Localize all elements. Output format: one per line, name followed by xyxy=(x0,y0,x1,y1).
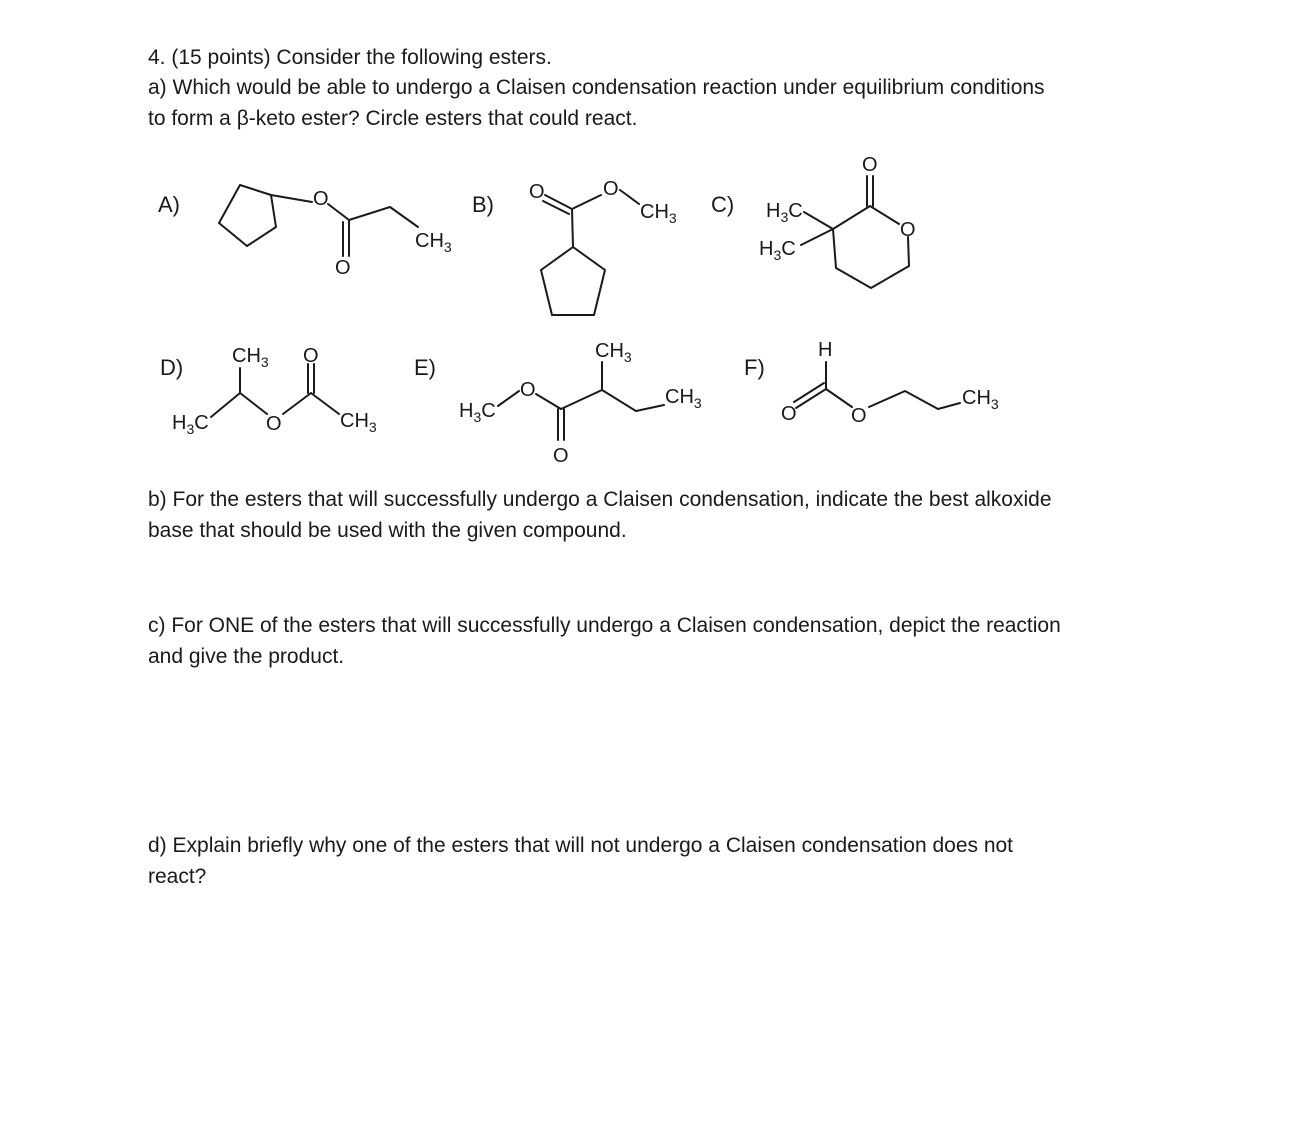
atom-oxygen: O xyxy=(603,178,619,200)
atom-hydrogen: H xyxy=(818,339,833,361)
structure-a[interactable] xyxy=(158,185,452,279)
group-ch3: $CH_3$ xyxy=(595,340,632,365)
atom-oxygen: O xyxy=(520,379,536,401)
label-b: B) xyxy=(472,192,494,217)
label-d: D) xyxy=(160,355,184,380)
structure-e[interactable] xyxy=(414,340,702,467)
part-d-line-1: d) Explain briefly why one of the esters that will not undergo a Claisen condensation does not xyxy=(148,834,1014,857)
part-a-line-1: a) Which would be able to undergo a Claisen condensation reaction under equilibrium conditions xyxy=(148,76,1045,99)
atom-oxygen: O xyxy=(266,413,282,435)
part-d-line-2: react? xyxy=(148,865,207,888)
group-h3c: $H_3C$ xyxy=(759,238,796,263)
label-e: E) xyxy=(414,355,436,380)
group-ch3: $CH_3$ xyxy=(415,230,452,255)
group-ch3: $CH_3$ xyxy=(665,386,702,411)
group-h3c: $H_3C$ xyxy=(172,412,209,437)
label-c: C) xyxy=(711,192,735,217)
group-ch3: $CH_3$ xyxy=(640,201,677,226)
label-f: F) xyxy=(744,355,765,380)
label-a: A) xyxy=(158,192,180,217)
atom-oxygen: O xyxy=(781,403,797,425)
part-c-line-2: and give the product. xyxy=(148,645,345,668)
atom-oxygen: O xyxy=(900,219,916,241)
group-h3c: $H_3C$ xyxy=(766,200,803,225)
atom-oxygen: O xyxy=(553,445,569,467)
question-header: 4. (15 points) Consider the following esters. xyxy=(148,46,552,69)
group-ch3: $CH_3$ xyxy=(232,345,269,370)
part-a-line-2: to form a β-keto ester? Circle esters that could react. xyxy=(148,107,638,130)
atom-oxygen: O xyxy=(862,154,878,176)
atom-oxygen: O xyxy=(335,257,351,279)
atom-oxygen: O xyxy=(303,345,319,367)
structure-b[interactable] xyxy=(472,178,677,315)
atom-oxygen: O xyxy=(851,405,867,427)
structure-d[interactable] xyxy=(160,345,377,437)
group-h3c: $H_3C$ xyxy=(459,400,496,425)
atom-oxygen: O xyxy=(529,181,545,203)
atom-oxygen: O xyxy=(313,188,329,210)
group-ch3: $CH_3$ xyxy=(340,410,377,435)
structure-c[interactable] xyxy=(711,154,916,288)
structure-f[interactable] xyxy=(744,339,999,427)
part-b-line-1: b) For the esters that will successfully undergo a Claisen condensation, indicate the best alkoxide xyxy=(148,488,1052,511)
part-b-line-2: base that should be used with the given compound. xyxy=(148,519,627,542)
group-ch3: $CH_3$ xyxy=(962,387,999,412)
part-c-line-1: c) For ONE of the esters that will successfully undergo a Claisen condensation, depict the reaction xyxy=(148,614,1061,637)
